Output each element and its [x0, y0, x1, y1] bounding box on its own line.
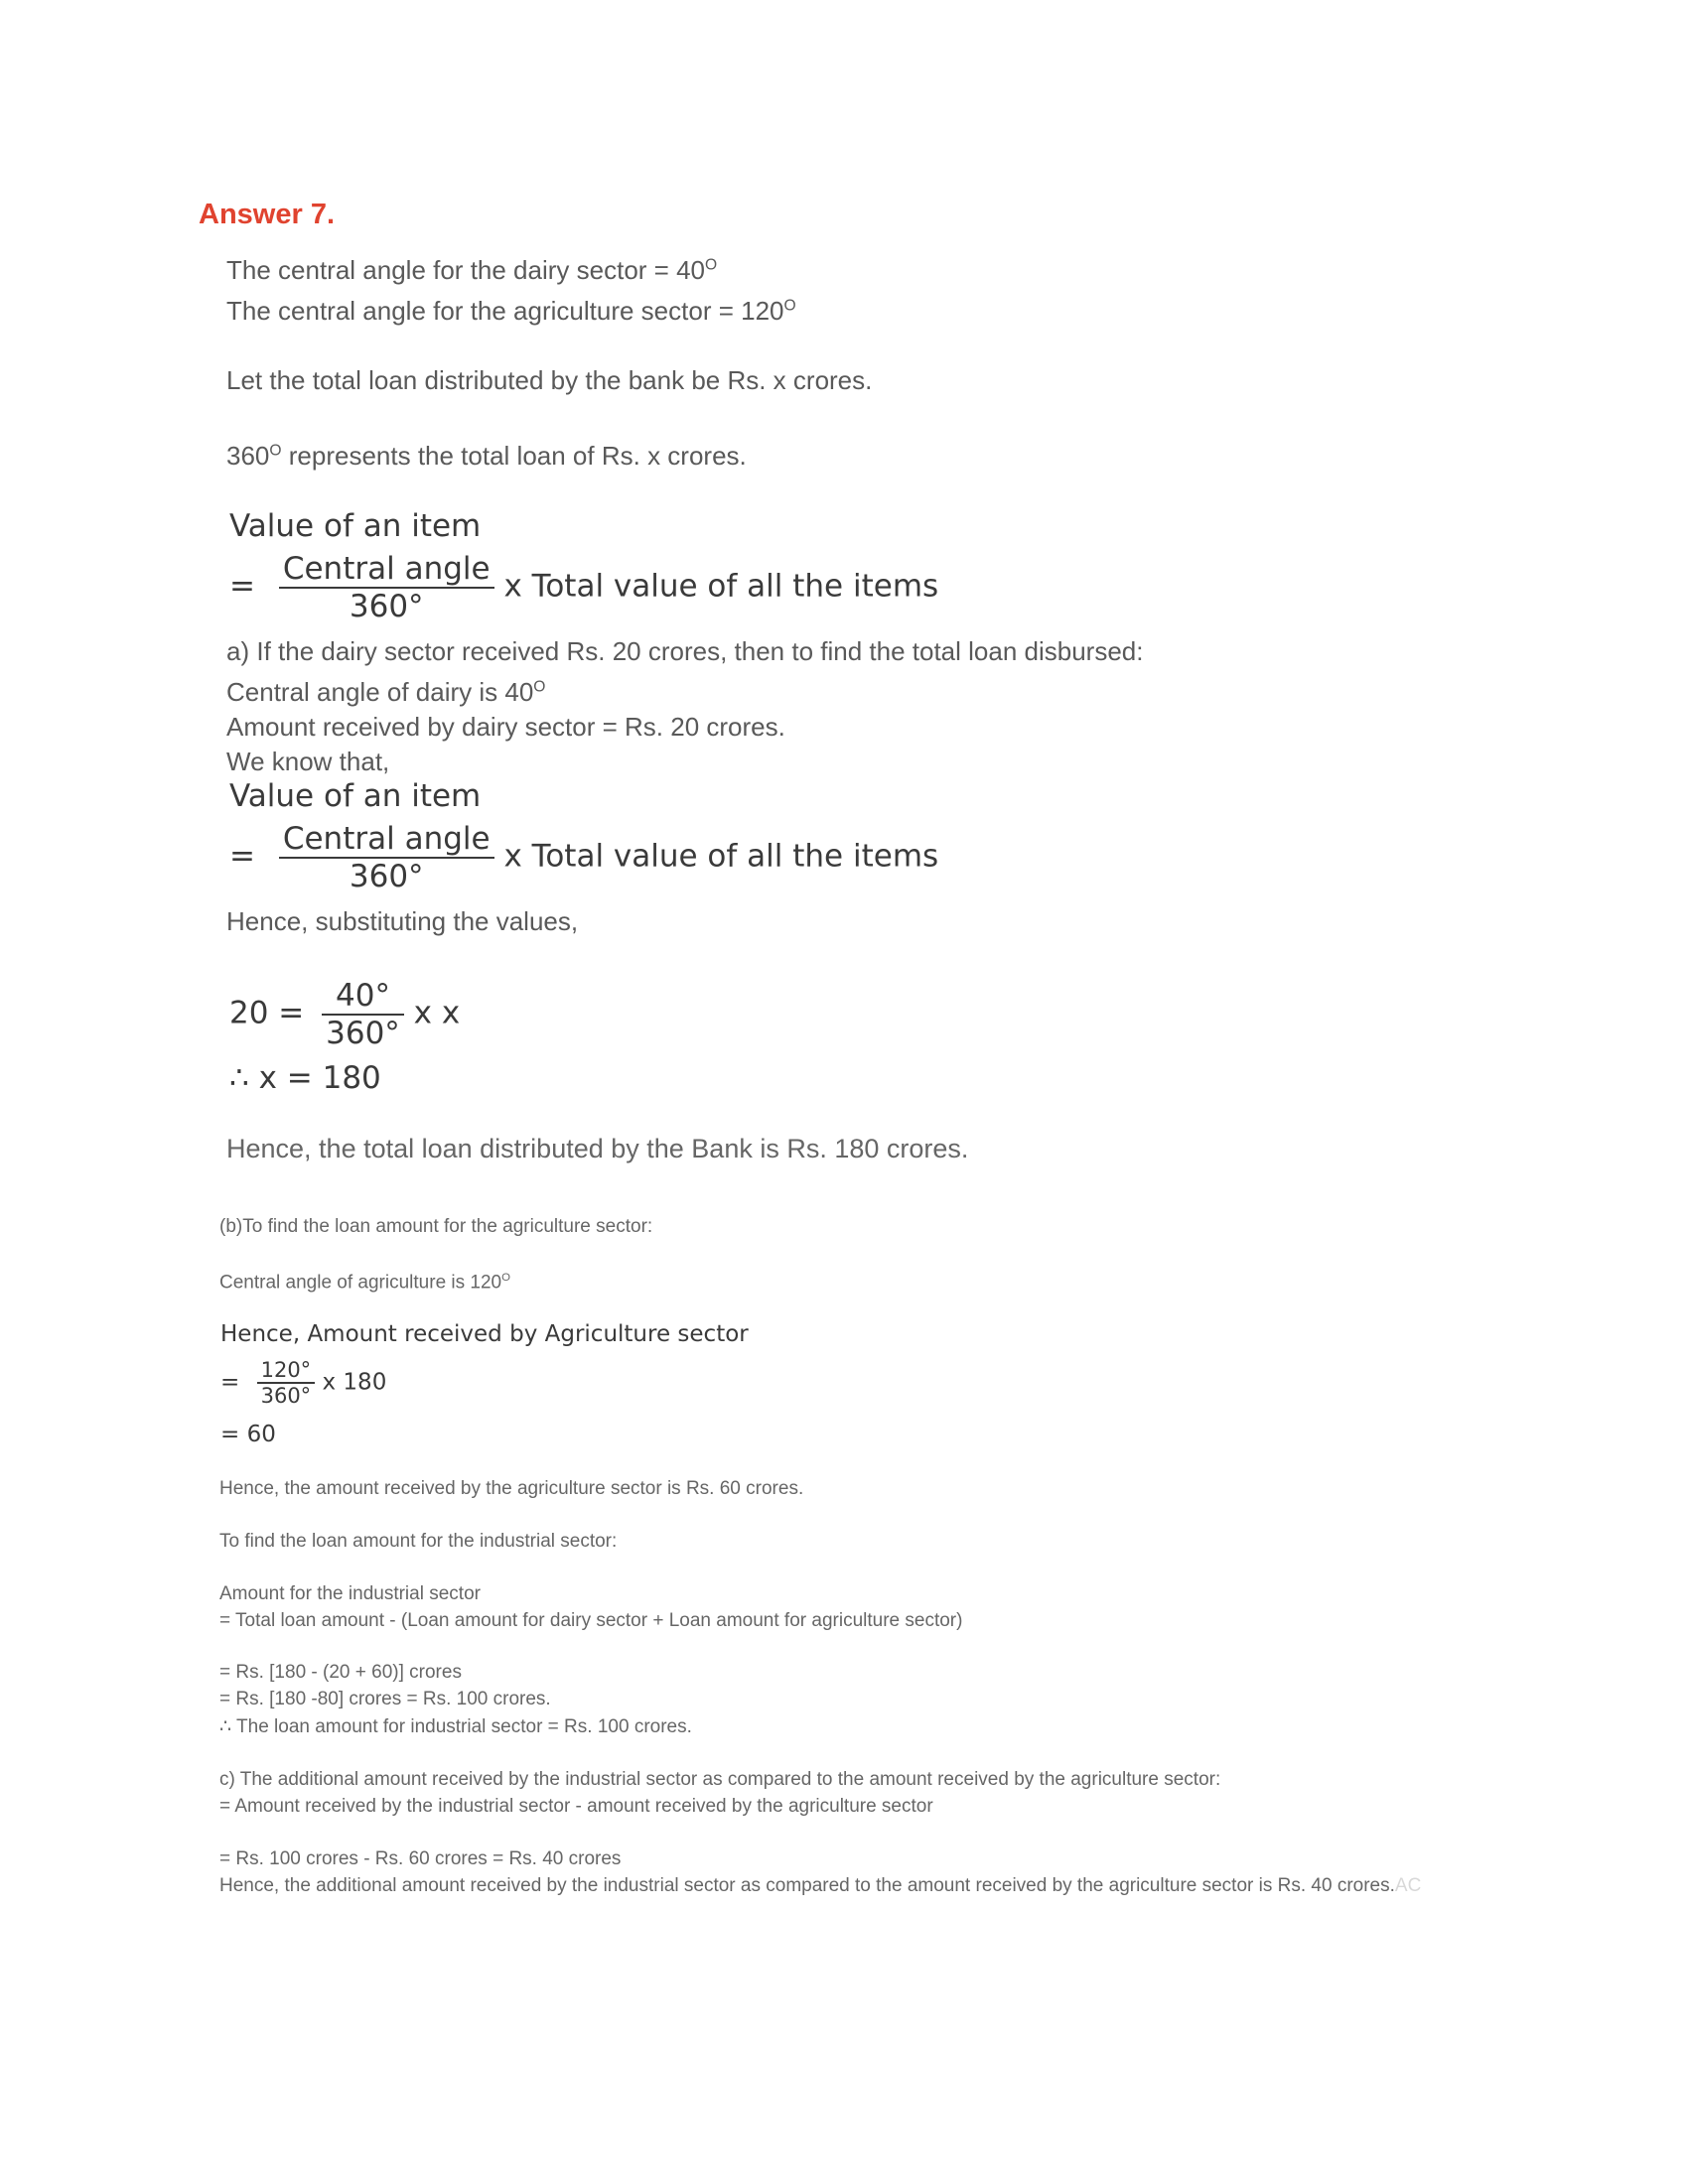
industrial-question: To find the loan amount for the industrial sector: — [219, 1531, 618, 1552]
equation-rhs: x x — [413, 995, 461, 1031]
total-loan-assumption: Let the total loan distributed by the bank be Rs. x crores. — [226, 365, 873, 395]
central-angle-fraction — [279, 821, 494, 894]
formula-rhs: x Total value of all the items — [503, 838, 939, 875]
degree-superscript: O — [705, 256, 718, 274]
degree-superscript: O — [783, 297, 796, 315]
fraction-numerator: Central angle — [282, 821, 491, 857]
total-angle-text: represents the total loan of Rs. x crores. — [281, 441, 747, 471]
part-b-question: (b)To find the loan amount for the agriculture sector: — [219, 1216, 653, 1237]
part-c-line-3: = Rs. 100 crores - Rs. 60 crores = Rs. 40 crores — [219, 1848, 622, 1869]
formula-2 — [229, 821, 938, 894]
agriculture-equation — [220, 1358, 386, 1408]
formula-1 — [229, 551, 938, 624]
dairy-angle-line — [226, 255, 717, 286]
agriculture-angle-line — [226, 296, 796, 327]
degree-superscript: O — [533, 678, 546, 696]
dairy-amount-given: Amount received by dairy sector = Rs. 20 crores. — [226, 712, 785, 742]
fraction-numerator: 120° — [260, 1358, 312, 1382]
x-result: ∴ x = 180 — [229, 1060, 381, 1096]
industrial-line-4: = Rs. [180 -80] crores = Rs. 100 crores. — [219, 1689, 551, 1709]
part-a-question: a) If the dairy sector received Rs. 20 crores, then to find the total loan disbursed: — [226, 636, 1144, 666]
we-know-that: We know that, — [226, 747, 390, 776]
fraction-denominator: 360° — [279, 857, 494, 894]
central-angle-fraction — [279, 551, 494, 624]
part-c-line-2: = Amount received by the industrial sector - amount received by the agriculture sector — [219, 1796, 933, 1817]
fraction-denominator: 360° — [279, 587, 494, 624]
equation-lhs: 20 = — [229, 995, 305, 1031]
fraction-denominator: 360° — [257, 1382, 316, 1408]
agriculture-amount-heading: Hence, Amount received by Agriculture sector — [220, 1321, 749, 1347]
formula-lhs: Value of an item — [229, 508, 482, 544]
equals-sign: = — [229, 568, 255, 605]
part-b-conclusion: Hence, the amount received by the agriculture sector is Rs. 60 crores. — [219, 1478, 804, 1499]
degree-superscript: O — [501, 1272, 510, 1284]
part-c-conclusion — [219, 1875, 1421, 1897]
agriculture-fraction — [257, 1358, 316, 1408]
agriculture-angle-given-text: Central angle of agriculture is 120 — [219, 1272, 502, 1294]
faint-tail-text: AC — [1394, 1875, 1422, 1896]
part-c-question: c) The additional amount received by the industrial sector as compared to the amount received by the agriculture sector: — [219, 1769, 1221, 1790]
equation-20 — [229, 978, 460, 1051]
fraction-denominator: 360° — [322, 1014, 404, 1051]
agriculture-result: = 60 — [220, 1422, 276, 1447]
industrial-line-2: = Total loan amount - (Loan amount for dairy sector + Loan amount for agriculture sector) — [219, 1610, 963, 1631]
fraction-numerator: Central angle — [282, 551, 491, 587]
equation-rhs: x 180 — [322, 1369, 387, 1396]
equals-sign: = — [220, 1369, 240, 1396]
degree-superscript: O — [269, 442, 282, 460]
industrial-line-5: ∴ The loan amount for industrial sector = Rs. 100 crores. — [219, 1716, 692, 1737]
dairy-angle-given — [226, 677, 545, 708]
fraction-numerator: 40° — [336, 978, 390, 1014]
industrial-line-3: = Rs. [180 - (20 + 60)] crores — [219, 1662, 462, 1683]
total-angle-line — [226, 441, 747, 472]
part-c-conclusion-text: Hence, the additional amount received by the industrial sector as compared to the amount received by the agriculture sector is Rs. 40 crores. — [219, 1875, 1395, 1896]
agriculture-angle-given — [219, 1272, 510, 1294]
agriculture-angle-text: The central angle for the agriculture sector = 120 — [226, 296, 784, 326]
formula-rhs: x Total value of all the items — [503, 568, 939, 605]
dairy-angle-given-text: Central angle of dairy is 40 — [226, 677, 534, 707]
total-angle-number: 360 — [226, 441, 270, 471]
formula-lhs-repeat: Value of an item — [229, 778, 482, 814]
dairy-angle-text: The central angle for the dairy sector = 40 — [226, 255, 705, 285]
angle-fraction — [322, 978, 404, 1051]
substituting-values: Hence, substituting the values, — [226, 906, 579, 936]
equals-sign: = — [229, 838, 255, 875]
industrial-line-1: Amount for the industrial sector — [219, 1583, 481, 1604]
part-a-conclusion: Hence, the total loan distributed by the Bank is Rs. 180 crores. — [226, 1134, 969, 1163]
answer-heading: Answer 7. — [199, 199, 335, 230]
